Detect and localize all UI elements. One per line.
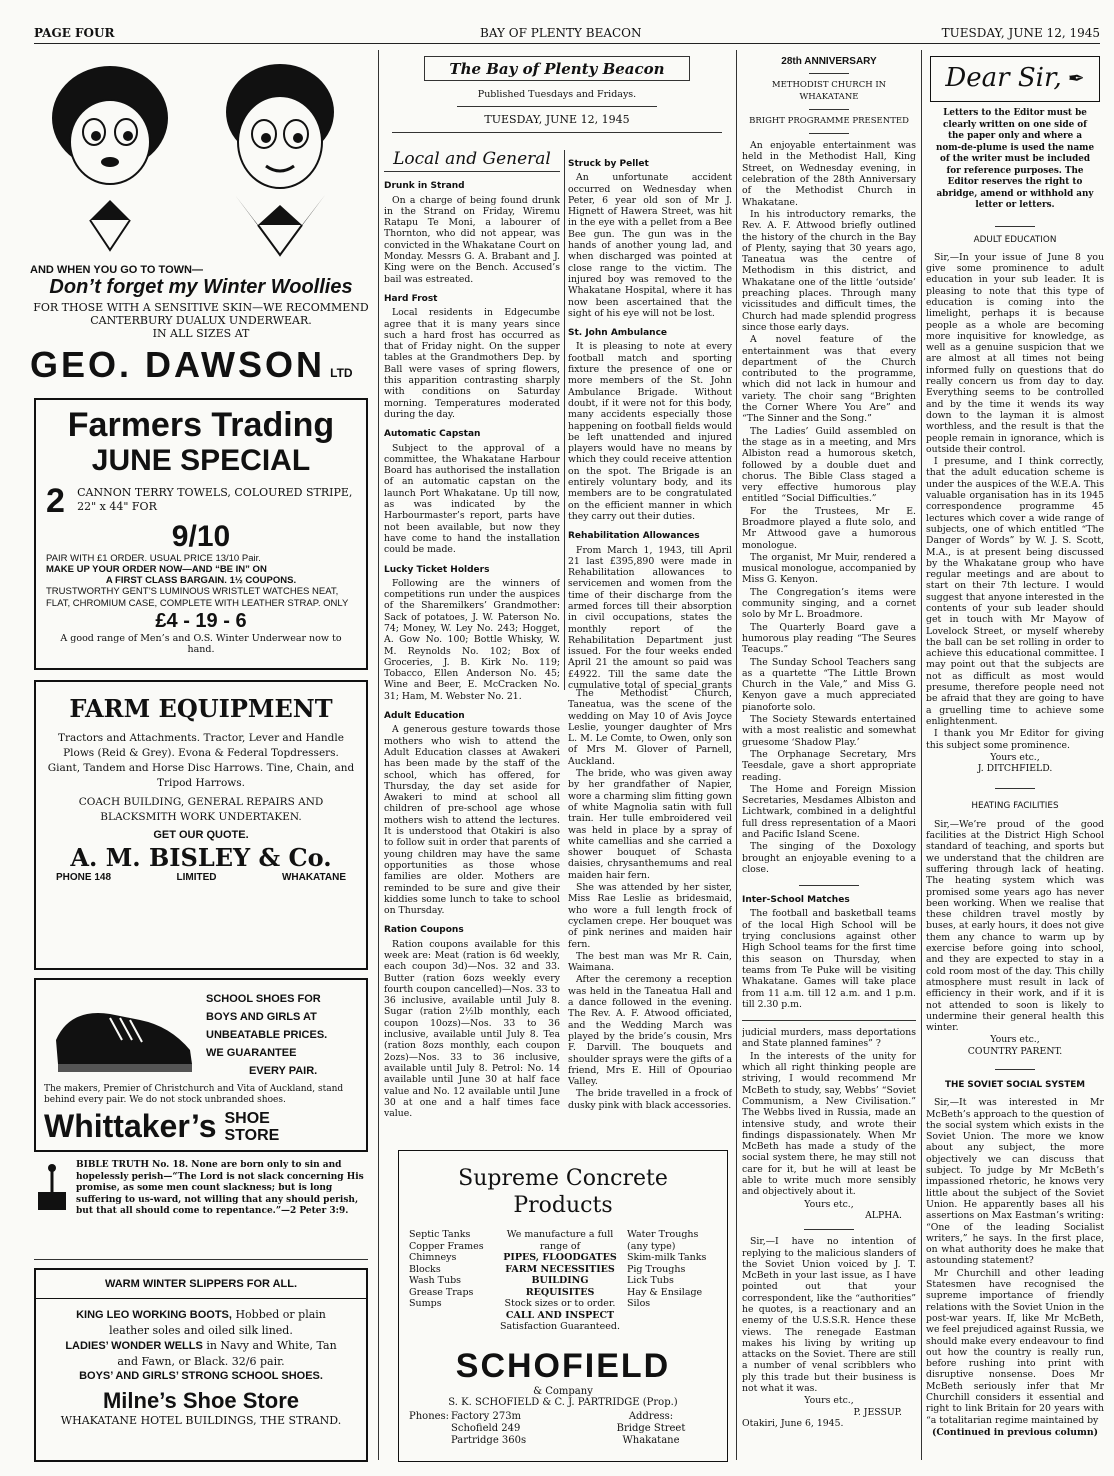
dear-sir-banner bbox=[930, 56, 1100, 102]
wedding-paragraph: The bride travelled in a frock of dusky pink with black accessories. bbox=[568, 1088, 732, 1111]
schofield-c7: CALL AND INSPECT bbox=[505, 1309, 615, 1321]
farmers-item: CANNON TERRY TOWELS, COLOURED STRIPE, 22" x 44" FOR bbox=[77, 486, 353, 513]
dawson-line1: FOR THOSE WITH A SENSITIVE SKIN—WE RECOMMEND bbox=[33, 301, 369, 314]
schofield-left-item: Wash Tubs bbox=[409, 1275, 462, 1286]
schofield-props: S. K. SCHOFIELD & C. J. PARTRIDGE (Prop.) bbox=[448, 1396, 678, 1408]
local-item-heading: Adult Education bbox=[384, 711, 465, 722]
local-general-title: Local and General bbox=[384, 154, 560, 172]
milnes-line3a: LADIES’ WONDER WELLS bbox=[65, 1340, 203, 1352]
schofield-right-item: Skim-milk Tanks bbox=[627, 1252, 707, 1263]
methodist-paragraph: The singing of the Doxology brought an enjoyable evening to a close. bbox=[742, 841, 916, 875]
schofield-phones bbox=[451, 1411, 591, 1447]
mid-item-body: It is pleasing to note at every football match and sporting fixture the presence of one or more members of the St. John Ambulance Brigade. Without doubt, if it were not for this body, many accidents especially those happening on football fields would be left unattended and injured players would have no means by which they could receive attention on the spot. The Brigade is an entirely voluntary body, and its members are to be congratulated on the efficient manner in which they carry out their duties. bbox=[568, 341, 732, 522]
adult-paragraph: I presume, and I think correctly, that the adult education scheme is under the auspices of the W.E.A. This valuable organisation has in its 1945 correspondence programme 45 lectures which cover a wide range of subjects, one of which entitled “The Danger of Words” by W. J. S. Scott, M.A., is at present being discussed by the Whakatane group who have regular meetings and are about to start on their 7th lecture. I would suggest that anyone interested in the contents of your sub leader should get in touch with Mr Mayow of Lovelock Street, or myself whereby the ball can be set rolling in order to achieve this educational committee. I may point out that the subjects are not as difficult as most would presume, therefore people need not be afraid that they are going to have a gruelling time to achieve some enlightenment. bbox=[926, 456, 1104, 727]
schofield-phones-label: Phones: bbox=[409, 1410, 450, 1422]
mid-item-heading: St. John Ambulance bbox=[568, 328, 668, 339]
soviet-paragraph: Mr Churchill and other leading Statesmen have recognised the supreme importance of friendly relations with the Soviet Union in the post-war years. If, like Mr McBeth, we feel prejudiced against Russia, we should make every endeavour to find out how the country is really run, before rushing into print with disruptive nonsense. Does Mr McBeth seriously infer that Mr Churchill considers it essential and right to link Britain for 20 years with “a totalitarian regime maintained by bbox=[926, 1267, 1104, 1426]
bisley-limited: LIMITED bbox=[176, 872, 217, 883]
methodist-paragraph: The organist, Mr Muir, rendered a musical monologue, accompanied by Miss G. Kenyon. bbox=[742, 551, 916, 586]
wedding-paragraph: The Methodist Church, Taneatua, was the scene of the wedding on May 10 of Avis Joyce Leslie, younger daughter of Mrs L. M. Le Comte, to Owen, only son of Mrs M. Glover of Parnell, Auckland. bbox=[568, 688, 732, 767]
whittaker-ad bbox=[34, 978, 368, 1152]
local-item-body: Local residents in Edgecumbe agree that it is many years since such a hard frost has occurred as that of Friday night. On the supper tables at the Grandmothers Dep. by Ball were vases of spring flowers, this apparition contrasting sharply with conditions on Saturday morning. Temperatures moderated during the day. bbox=[384, 307, 560, 420]
schofield-address-label: Address: bbox=[628, 1410, 674, 1422]
bisley-title: FARM EQUIPMENT bbox=[69, 694, 333, 723]
milnes-line4: and Fawn, or Black. 32/6 pair. bbox=[117, 1355, 285, 1368]
farmers-qty: 2 bbox=[46, 482, 65, 520]
schofield-c1: We manufacture a full bbox=[506, 1229, 614, 1240]
schofield-right-item: Silos bbox=[627, 1298, 651, 1309]
methodist-paragraph: The Ladies’ Guild assembled on the stage as in a meeting, and Mrs Albiston read a humorous sketch, followed by a double duet and chorus. The Bible Class staged a very effective humorous play entitled “Social Difficulties.” bbox=[742, 425, 916, 505]
heat-title: HEATING FACILITIES bbox=[971, 801, 1059, 812]
soviet-title: THE SOVIET SOCIAL SYSTEM bbox=[945, 1079, 1085, 1090]
farmers-line5: A good range of Men’s and O.S. Winter Underwear now to hand. bbox=[60, 633, 342, 655]
letters-continued: (Continued in previous column) bbox=[931, 1426, 1099, 1438]
letters-column bbox=[926, 50, 1104, 1460]
schofield-left-item: Chimneys bbox=[409, 1252, 457, 1263]
local-item-body: Following are the winners of competitions run under the auspices of the Sharemilkers’ Grandmother: Sack of potatoes, J. W. Paterson No. 74; Money, W. Ley No. 243; Hogget, A. Gow No. 100; Bottle Whisky, W. M. Reynolds No. 102; Box of Groceries, J. B. Kirk No. 119; Tobacco, Ellen Anderson No. 45; Wine and Beer, E. McCracken No. 31; Ham, M. Webster No. 21. bbox=[384, 577, 560, 702]
whittaker-name: Whittaker’s bbox=[44, 1108, 217, 1144]
farmers-price2: £4 - 19 - 6 bbox=[155, 610, 247, 632]
methodist-paragraph: In his introductory remarks, the Rev. A. F. Attwood briefly outlined the history of the church in the Bay of Plenty, saying that 30 years ago, Taneatua was the centre of Methodism in this district, and Whakatane one of the little ‘outside’ preaching places. Through many vicissitudes and difficult times, the Church had made splendid progress since those early days. bbox=[742, 208, 916, 333]
masthead bbox=[384, 50, 730, 150]
bisley-quote: GET OUR QUOTE. bbox=[153, 829, 249, 841]
jessup-body: Sir,—I have no intention of replying to the malicious slanders of the Soviet Union voiced by J. T. McBeth in your last issue, as I have pointed out that your correspondent, like the “authorities” he quotes, is a reactionary and an enemy of the U.S.S.R. Hence these views. The renegade Eastman makes his living by writing up attacks on the Soviet. There are still a number of venal scribblers who ply this trade but their business is not what it was. bbox=[742, 1236, 916, 1395]
methodist-title: 28th ANNIVERSARY bbox=[781, 56, 877, 67]
milnes-line1b: Hobbed or plain bbox=[235, 1308, 326, 1321]
schofield-c5: BUILDING REQUISITES bbox=[525, 1275, 595, 1298]
local-item-heading: Drunk in Strand bbox=[384, 181, 465, 192]
schofield-left-item: Grease Traps bbox=[409, 1286, 474, 1298]
masthead-title: The Bay of Plenty Beacon bbox=[449, 60, 665, 78]
methodist-paragraph: The Quarterly Board gave a humorous play reading “The Seures Teacups.” bbox=[742, 621, 916, 656]
bisley-ad bbox=[34, 680, 368, 970]
local-item-heading: Hard Frost bbox=[384, 293, 438, 304]
milnes-line5: BOYS’ AND GIRLS’ STRONG SCHOOL SHOES. bbox=[79, 1370, 323, 1382]
mid-items bbox=[568, 159, 732, 690]
dawson-tagline: AND WHEN YOU GO TO TOWN— bbox=[30, 264, 203, 276]
sport-heading: Inter-School Matches bbox=[742, 895, 850, 906]
schofield-c2: range of bbox=[539, 1240, 581, 1252]
schofield-phone: Schofield 249 bbox=[451, 1422, 521, 1434]
soviet-paras bbox=[926, 1097, 1104, 1426]
bible-truth bbox=[34, 1160, 368, 1260]
mid-item-heading: Struck by Pellet bbox=[568, 159, 649, 169]
sport-body: The football and basketball teams of the local High School will be trying conclusions against other High School teams for the first time this season on Thursday, when teams from Te Puke will be visiting Whakatane. Games will take place from 11 a.m. till 12 a.m. and 1 p.m. till 2.30 p.m. bbox=[742, 908, 916, 1010]
dawson-line3: IN ALL SIZES AT bbox=[152, 327, 250, 340]
wedding-paragraph: After the ceremony a reception was held in the Taneatua Hall and a dance followed in the evening. The Rev. A. F. Atwood officiated, and the Wedding March was played by the bride’s cousin, Mrs F. Darvill. The bouquets and shoulder sprays were the gifts of a friend, Mrs E. Hill of Opouriao Valley. bbox=[568, 974, 732, 1088]
methodist-sub: METHODIST CHURCH IN WHAKATANE bbox=[771, 80, 887, 102]
milnes-line1a: KING LEO WORKING BOOTS, bbox=[76, 1309, 232, 1321]
milnes-top: WARM WINTER SLIPPERS FOR ALL. bbox=[104, 1278, 298, 1290]
heat-sign: COUNTRY PARENT. bbox=[967, 1045, 1063, 1057]
wedding-paragraph: The bride, who was given away by her grandfather of Napier, wore a charming slim fitting gown of white Magnolia satin with full train. Her tulle embroidered veil was held in place by a spray of white camellias and she carried a shower bouquet of Schasta daisies, chrysanthemums and real maiden hair fern. bbox=[568, 768, 732, 881]
schofield-phone: Factory 273m bbox=[451, 1410, 522, 1422]
schofield-phone: Partridge 360s bbox=[451, 1434, 527, 1446]
schofield-name: SCHOFIELD bbox=[455, 1346, 671, 1385]
schofield-left-item: Copper Frames bbox=[409, 1240, 484, 1252]
whittaker-body: The makers, Premier of Christchurch and Vita of Auckland, stand behind every pair. We do not stock unbranded shoes. bbox=[44, 1084, 344, 1105]
schofield-left-item: Sumps bbox=[409, 1298, 442, 1309]
adult-sign: J. DITCHFIELD. bbox=[977, 763, 1053, 775]
farmers-subtitle: JUNE SPECIAL bbox=[91, 444, 311, 477]
heat-yours: Yours etc., bbox=[990, 1034, 1040, 1046]
methodist-paragraph: The Society Stewards entertained with a most realistic and somewhat gruesome ‘Shadow Play.’ bbox=[742, 714, 916, 748]
schofield-right-item: Hay & Ensilage bbox=[627, 1286, 703, 1298]
local-item-body: A generous gesture towards those mothers who wish to attend the Adult Education classes at Awakeri has been made by the staff of the school, which has offered, for Thursday, the day set aside for Awakeri to mind at school all children of pre-school age whose mothers wish to attend the lectures. It is understood that Otakiri is also to follow suit in order that parents of young children may have the same opportunities as those whose families are older. Mothers are reminded to be sure and give their kiddies some lunch to take to school on Thursday. bbox=[384, 724, 560, 917]
local-item-heading: Automatic Capstan bbox=[384, 429, 481, 440]
schofield-right-item: (any type) bbox=[627, 1240, 676, 1252]
milnes-line3b: in Navy and White, Tan bbox=[206, 1339, 337, 1352]
methodist-paragraph: The Congregation’s items were community singing, and a cornet solo by Mr L. Broadmore. bbox=[742, 586, 916, 621]
paper-name: BAY OF PLENTY BEACON bbox=[480, 26, 642, 40]
milnes-name: Milne’s Shoe Store bbox=[102, 1388, 299, 1413]
bisley-body: Tractors and Attachments. Tractor, Lever and Handle Plows (Reid & Grey). Evona & Federal Topdressers. Giant, Tandem and Horse Disc Harrows. Tine, Chain, and Tripod Harrows. bbox=[47, 732, 355, 789]
soviet-paragraph: Sir,—It was interested in Mr McBeth’s approach to the question of the social system which exists in the Soviet Union. The more we know about any subject, the more objectively we can discuss that subject. To judge by Mr McBeth’s impassioned rhetoric, he knows very little about the subject of the Soviet Union. He apparently bases all his assertions on Max Eastman’s writing: “One of the leading Socialist writers,” he says. In the first place, on what authority does he make that astounding statement? bbox=[926, 1097, 1104, 1267]
letters-rules: Letters to the Editor must be clearly written on one side of the paper only and where a nom-de-plume is used the name of the writer must be included for reference purposes. The Editor reserves the right to abridge, amend or withhold any letter or letters. bbox=[935, 108, 1095, 210]
schofield-right-item: Lick Tubs bbox=[627, 1275, 674, 1286]
dawson-line2: CANTERBURY DUALUX UNDERWEAR. bbox=[90, 314, 312, 327]
bisley-coach: COACH BUILDING, GENERAL REPAIRS AND BLACKSMITH WORK UNDERTAKEN. bbox=[78, 796, 324, 823]
methodist-column bbox=[742, 50, 916, 1460]
bisley-town: WHAKATANE bbox=[281, 872, 346, 883]
issue-date: TUESDAY, JUNE 12, 1945 bbox=[941, 26, 1100, 40]
schofield-address bbox=[591, 1423, 711, 1447]
adult-paragraph: I thank you Mr Editor for giving this subject some prominence. bbox=[926, 728, 1104, 751]
shoe-icon bbox=[50, 1000, 200, 1078]
mid-item-body: An unfortunate accident occurred on Wednesday when Peter, 6 year old son of Mr J. Hignett of Hawera Street, was hit in the eye with a pellet from a Bee Bee gun. The gun was in the hands of another young lad, and when discharged was pointed at close range to the victim. The injured boy was removed to the Whakatane Hospital, where it has now been ascertained that the sight of his eye will not be lost. bbox=[568, 172, 732, 319]
wedding-paragraph: She was attended by her sister, Miss Rae Leslie as bridesmaid, who wore a full length frock of cyclamen crepe. Her bouquet was of pink nerines and maiden hair fern. bbox=[568, 882, 732, 950]
adult-paras bbox=[926, 252, 1104, 751]
alpha-sign: ALPHA. bbox=[865, 1209, 902, 1221]
local-items bbox=[384, 181, 560, 1119]
schofield-right-item: Water Troughs bbox=[627, 1229, 699, 1240]
local-item-heading: Ration Coupons bbox=[384, 925, 464, 936]
farmers-line1: PAIR WITH £1 ORDER. USUAL PRICE 13/10 Pair. bbox=[46, 553, 261, 564]
methodist-paragraph: An enjoyable entertainment was held in the Methodist Hall, King Street, on Wednesday evening, in celebration of the 28th Anniversary of the Methodist Church in Whakatane. bbox=[742, 140, 916, 208]
schofield-c8: Satisfaction Guaranteed. bbox=[500, 1321, 620, 1332]
local-general-column bbox=[384, 150, 560, 1285]
schofield-right-list bbox=[627, 1229, 717, 1333]
whittaker-line5: EVERY PAIR. bbox=[248, 1065, 318, 1077]
schofield-c4: FARM NECESSITIES bbox=[505, 1263, 615, 1275]
local-item-heading: Lucky Ticket Holders bbox=[384, 564, 490, 575]
cartoon-faces-image bbox=[30, 50, 372, 260]
bible-text: BIBLE TRUTH No. 18. None are born only to sin and hopelessly perish—“The Lord is not slack concerning His promise, as some men count slackness; but is long suffering to us-ward, not willing that any should perish, but that all should come to repentance.”—2 Peter 3:9. bbox=[76, 1160, 364, 1216]
farmers-price: 9/10 bbox=[171, 520, 231, 553]
schofield-address-line: Whakatane bbox=[622, 1434, 680, 1446]
mid-item-body: From March 1, 1943, till April 21 last £395,890 were made in Rehabilitation allowances to servicemen and women from the time of their discharge from the armed forces till their absorption in civil occupations, states the monthly report of the Rehabilitation Department just issued. For the four weeks ended April 21 the amount so paid was £4922. Till the same date the cumulative total of special grants bbox=[568, 544, 732, 690]
milnes-address: WHAKATANE HOTEL BUILDINGS, THE STRAND. bbox=[60, 1414, 342, 1427]
methodist-paras bbox=[742, 140, 916, 875]
dawson-ltd: LTD bbox=[330, 366, 353, 380]
jessup-yours: Yours etc., bbox=[804, 1395, 854, 1407]
adult-yours: Yours etc., bbox=[990, 751, 1040, 763]
whittaker-store: STORE bbox=[224, 1126, 280, 1144]
whittaker-line4: WE GUARANTEE bbox=[206, 1047, 297, 1059]
whittaker-line3: UNBEATABLE PRICES. bbox=[206, 1029, 328, 1041]
local-item-body: Subject to the approval of a committee, the Whakatane Harbour Board has authorised the installation of an automatic capstan on the launch Port Whakatane. Up till now, as was indicated by the Harbourmaster’s report, parts have not been available, but now they have come to hand the installation could be made. bbox=[384, 442, 560, 556]
dawson-brand: GEO. DAWSON bbox=[30, 344, 326, 380]
bisley-name: A. M. BISLEY & Co. bbox=[70, 843, 332, 872]
whittaker-shoe: SHOE bbox=[224, 1109, 270, 1127]
local-item-body: Ration coupons available for this week are: Meat (ration is 6d weekly, each coupon 3d)—Nos. 32 and 33. Butter (ration 6ozs weekly every fourth coupon cancelled)—Nos. 33 to 36 inclusive, available until July 8. Sugar (ration 2½lb monthly, each coupon 10ozs)—Nos. 33 to 36 inclusive, available until July 8. Tea (ration 8ozs monthly, each coupon 2ozs)—Nos. 33 to 36 inclusive, available until July 8. Petrol: No. 14 available until June 30 at half face value and No. 12 available until June 30 at one and a half times face value. bbox=[384, 938, 560, 1120]
page-number: PAGE FOUR bbox=[34, 26, 115, 40]
page-header bbox=[34, 22, 1100, 44]
farmers-line4: TRUSTWORTHY GENT’S LUMINOUS WRISTLET WATCHES NEAT, FLAT, CHROMIUM CASE, COMPLETE WITH LEATHER STRAP. ONLY bbox=[46, 586, 349, 609]
heat-body: Sir,—We’re proud of the good facilities at the District High School standard of teaching, and sports but we understand that the children are suffering through lack of heating. The heating system which was promised some years ago has never been working. When we realise that these children travel mostly by buses, at early hours, it does not give them any chance to warm up by exercise before going into school, and they are expected to stay in a cold room most of the day. This chilly atmosphere must result in lack of efficiency in their work, and if it is not attended to soon is likely to undermine their general health this winter. bbox=[926, 818, 1104, 1034]
schofield-c6: Stock sizes or to order. bbox=[504, 1298, 616, 1309]
masthead-date: TUESDAY, JUNE 12, 1945 bbox=[484, 113, 630, 126]
schofield-left-item: Blocks bbox=[409, 1263, 441, 1275]
schofield-c3: PIPES, FLOODGATES bbox=[503, 1252, 617, 1263]
dawson-ad bbox=[30, 50, 372, 380]
whittaker-line1: SCHOOL SHOES FOR bbox=[206, 993, 321, 1005]
bisley-phone: PHONE 148 bbox=[56, 872, 112, 883]
methodist-paragraph: The Orphanage Secretary, Mrs Teesdale, gave a short appropriate reading. bbox=[742, 748, 916, 783]
schofield-address-line: Bridge Street bbox=[616, 1422, 686, 1434]
schofield-title: Supreme Concrete Products bbox=[458, 1166, 668, 1218]
local-item-body: On a charge of being found drunk in the Strand on Friday, Wiremu Ratapu Te Moni, a labourer of Thornton, who did not appear, was convicted in the Whakatane Court on Monday. Messrs G. A. Brabant and J. King were on the Bench. Accused’s bail was estreated. bbox=[384, 194, 560, 285]
alpha-yours: Yours etc., bbox=[804, 1198, 854, 1210]
methodist-paragraph: A novel feature of the entertainment was that every department of the Church contributed to the programme, which did not lack in humour and variety. The choir sang “Brighten the Corner Where You Are” and “The Sinner and the Song.” bbox=[742, 334, 916, 425]
jessup-place: Otakiri, June 6, 1945. bbox=[742, 1417, 844, 1429]
dawson-slogan: Don’t forget my Winter Woollies bbox=[49, 276, 353, 298]
wedding-paras bbox=[568, 688, 732, 1111]
whittaker-line2: BOYS AND GIRLS AT bbox=[206, 1011, 317, 1023]
milnes-line2: leather soles and oiled silk lined. bbox=[109, 1324, 293, 1337]
farmers-line3: A FIRST CLASS BARGAIN. 1½ COUPONS. bbox=[105, 575, 297, 586]
alpha-cont: judicial murders, mass deportations and State planned famines” ? bbox=[742, 1027, 916, 1050]
schofield-ad bbox=[398, 1150, 728, 1462]
farmers-line2: MAKE UP YOUR ORDER NOW—AND “BE IN” ON bbox=[46, 564, 267, 575]
masthead-published: Published Tuesdays and Fridays. bbox=[477, 89, 637, 100]
jessup-sign: P. JESSUP. bbox=[853, 1406, 902, 1418]
alpha-body: In the interests of the unity for which all right thinking people are striving, I would recommend Mr McBeth to study, say, Webbs’ “Soviet Communism, a New Civilisation.” The Webbs lived in Russia, made an intensive study, and wrote their findings dispassionately. When Mr McBeth has made a study of the social system there, he may still not care for it, but he will at least be able to write much more sensibly and objectively about it. bbox=[742, 1050, 916, 1198]
milnes-ad bbox=[34, 1268, 368, 1462]
mid-item-heading: Rehabilitation Allowances bbox=[568, 531, 700, 542]
methodist-paragraph: The Home and Foreign Mission Secretaries, Mesdames Albiston and Lichtwark, combined in a delightful full dress representation of a Maori and Pacific Island Scene. bbox=[742, 783, 916, 840]
schofield-right-item: Pig Troughs bbox=[627, 1263, 686, 1275]
dear-sir-text: Dear Sir, bbox=[945, 63, 1062, 94]
methodist-paragraph: The Sunday School Teachers sang as a quartette “The Little Brown Church in the Vale,” and Miss G. Kenyon gave a much appreciated pianoforte solo. bbox=[742, 656, 916, 713]
methodist-sub2: BRIGHT PROGRAMME PRESENTED bbox=[749, 115, 909, 126]
farmers-title: Farmers Trading bbox=[67, 406, 335, 444]
quill-pen-icon: ✒ bbox=[1067, 66, 1085, 91]
farmers-trading-ad bbox=[34, 398, 368, 670]
adult-paragraph: Sir,—In your issue of June 8 you give some prominence to adult education in your sub leader. It is pleasing to note that this type of education is coming into the limelight, perhaps it is because people as a whole are becoming more inquisitive for knowledge, as well as a genuine suspicion that we are almost at all times not being informed fully on questions that do really concern us from day to day. Everything seems to be controlled and by the time it wends its way down to the layman it is almost worthless, and the result is that the people remain in ignorance, which is outside their control. bbox=[926, 251, 1104, 455]
wedding-paragraph: The best man was Mr R. Cain, Waimana. bbox=[568, 950, 732, 974]
schofield-company: & Company bbox=[533, 1385, 593, 1397]
mid-column bbox=[568, 150, 732, 690]
schofield-left-list bbox=[409, 1229, 493, 1333]
bible-lamp-icon bbox=[34, 1162, 70, 1214]
schofield-left-item: Septic Tanks bbox=[409, 1229, 471, 1240]
adult-title: ADULT EDUCATION bbox=[973, 234, 1057, 245]
methodist-paragraph: For the Trustees, Mr E. Broadmore played a flute solo, and Mr Attwood gave a humorous monologue. bbox=[742, 505, 916, 551]
